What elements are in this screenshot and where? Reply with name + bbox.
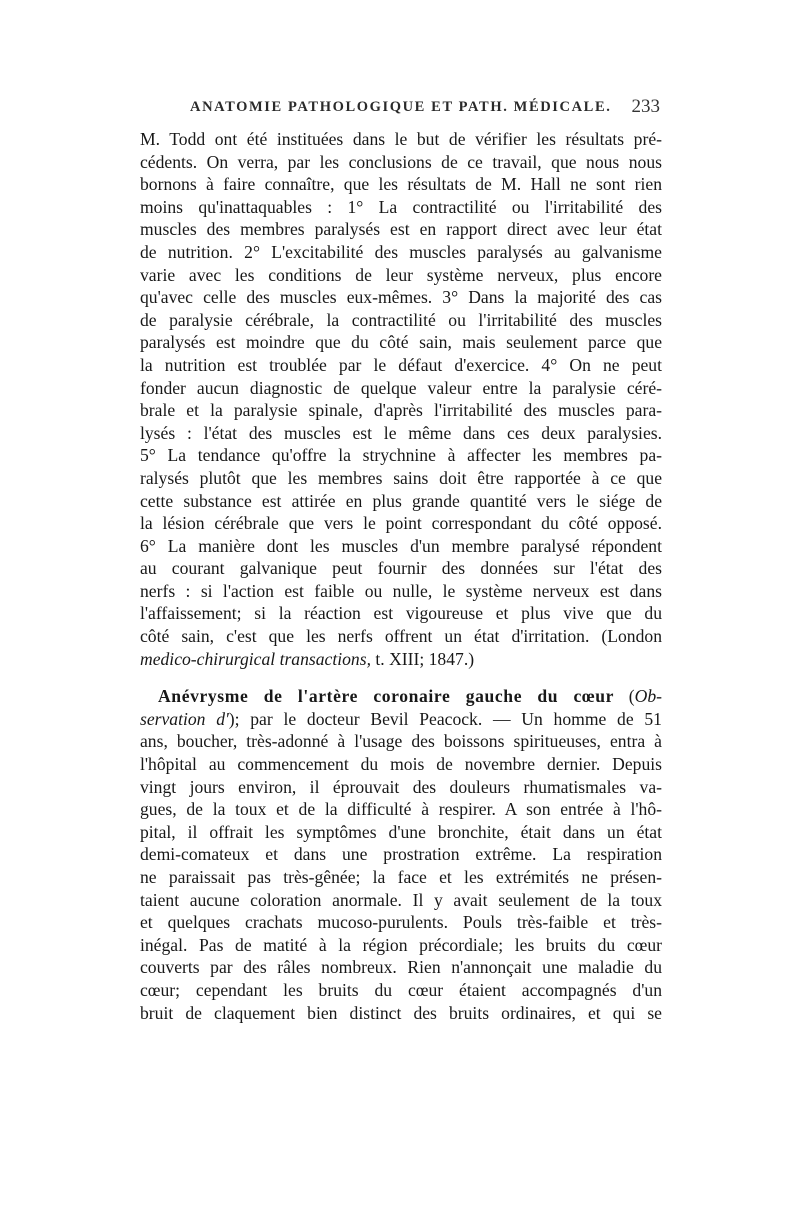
section-title: Anévrysme de l'artère coronaire gauche du cœur — [158, 686, 615, 707]
text-line: vingt jours environ, il éprouvait des douleurs rhumatismales va- — [140, 776, 662, 797]
text-line: cédents. On verra, par les conclusions de ce travail, que nous nous — [140, 151, 662, 172]
text-line: pital, il offrait les symptômes d'une bronchite, était dans un état — [140, 821, 662, 842]
text-line: cœur; cependant les bruits du cœur étaient accompagnés d'un — [140, 979, 662, 1000]
text-line: la lésion cérébrale que vers le point correspondant du côté opposé. — [140, 513, 662, 534]
text-line — [140, 708, 662, 731]
author-text: ); par le docteur Bevil Peacock. — Un homme de 51 — [228, 708, 662, 729]
paragraph-paralysis-conclusions — [140, 128, 662, 670]
paragraph-coronary-aneurysm — [140, 685, 662, 1024]
page-body — [140, 128, 662, 1024]
text-line: côté sain, c'est que les nerfs offrent un état d'irritation. (London — [140, 626, 662, 647]
text-line: moins qu'inattaquables : 1° La contractilité ou l'irritabilité des — [140, 196, 662, 217]
text-line: au courant galvanique peut fournir des données sur l'état des — [140, 558, 662, 579]
text-line: lysés : l'état des muscles est le même dans ces deux paralysies. — [140, 422, 662, 443]
text-line: M. Todd ont été instituées dans le but de vérifier les résultats pré- — [140, 129, 662, 149]
text-line: cette substance est attirée en plus grande quantité vers le siége de — [140, 490, 662, 511]
text-line: demi-comateux et dans une prostration extrême. La respiration — [140, 844, 662, 865]
paren-open: ( — [614, 686, 635, 707]
text-line: bruit de claquement bien distinct des bruits ordinaires, et qui se — [140, 1002, 662, 1023]
observation-label: Ob- — [634, 686, 662, 707]
running-head: ANATOMIE PATHOLOGIQUE ET PATH. MÉDICALE. — [190, 99, 612, 115]
text-line: couverts par des râles nombreux. Rien n'annonçait une maladie du — [140, 957, 662, 978]
observation-label-cont: servation — [140, 708, 206, 729]
text-line: bornons à faire connaître, que les résultats de M. Hall ne sont rien — [140, 174, 662, 195]
text-line: qu'avec celle des muscles eux-mêmes. 3° Dans la majorité des cas — [140, 287, 662, 308]
paragraph-gap — [140, 670, 662, 685]
text-line: de paralysie cérébrale, la contractilité ou l'irritabilité des muscles — [140, 309, 662, 330]
citation-volume: t. XIII; 1847.) — [370, 648, 475, 669]
text-line: inégal. Pas de matité à la région précordiale; les bruits du cœur — [140, 934, 662, 955]
text-line: muscles des membres paralysés est en rapport direct avec leur état — [140, 219, 662, 240]
section-title-line — [140, 685, 662, 708]
text-line: paralysés est moindre que du côté sain, mais seulement parce que — [140, 332, 662, 353]
page-header — [190, 96, 660, 122]
text-line: brale et la paralysie spinale, d'après l'irritabilité des muscles para- — [140, 400, 662, 421]
text-line: fonder aucun diagnostic de quelque valeur entre la paralysie céré- — [140, 377, 662, 398]
text-line: taient aucune coloration anormale. Il y avait seulement de la toux — [140, 889, 662, 910]
text-line: de nutrition. 2° L'excitabilité des muscles paralysés au galvanisme — [140, 241, 662, 262]
text-line-citation — [140, 648, 662, 671]
text-line: ralysés plutôt que les membres sains doit être rapportée à ce que — [140, 467, 662, 488]
text-line: l'hôpital au commencement du mois de novembre dernier. Depuis — [140, 754, 662, 775]
text-line: 6° La manière dont les muscles d'un membre paralysé répondent — [140, 535, 662, 556]
text-line: gues, de la toux et de la difficulté à respirer. A son entrée à l'hô- — [140, 799, 662, 820]
text-line: et quelques crachats mucoso-purulents. Pouls très-faible et très- — [140, 912, 662, 933]
citation-journal: medico-chirurgical transactions, — [140, 648, 371, 669]
text-line: l'affaissement; si la réaction est vigoureuse et plus vive que du — [140, 603, 662, 624]
text-line: ans, boucher, très-adonné à l'usage des boissons spiritueuses, entra à — [140, 731, 662, 752]
page-number: 233 — [631, 96, 660, 117]
text-line: 5° La tendance qu'offre la strychnine à affecter les membres pa- — [140, 445, 662, 466]
text-line: la nutrition est troublée par le défaut d'exercice. 4° On ne peut — [140, 354, 662, 375]
text-line: varie avec les conditions de leur système nerveux, plus encore — [140, 264, 662, 285]
text-line: ne paraissait pas très-gênée; la face et les extrémités ne présen- — [140, 867, 662, 887]
text-line: nerfs : si l'action est faible ou nulle, le système nerveux est dans — [140, 580, 662, 601]
observation-letter: d' — [205, 708, 229, 729]
